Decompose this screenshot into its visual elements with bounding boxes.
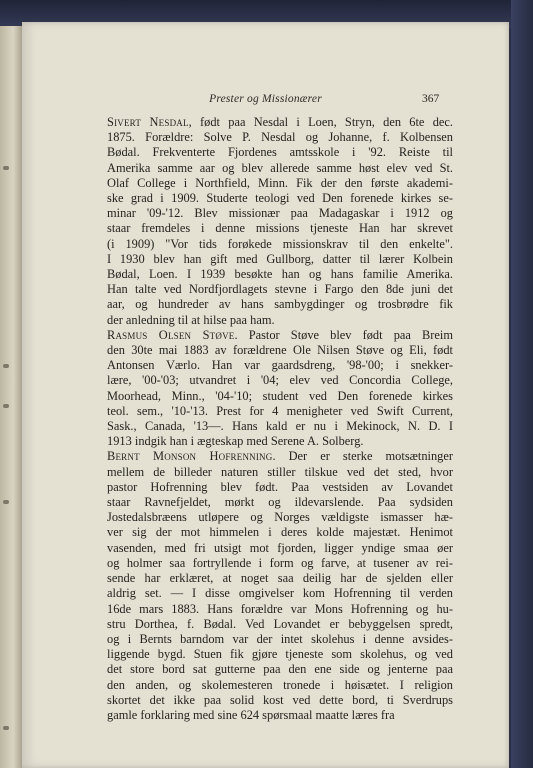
- biography-entry: [91, 449, 453, 723]
- biography-entry: [91, 115, 453, 328]
- margin-mark: [3, 364, 9, 368]
- text-line: [91, 115, 453, 130]
- text-line: ver sig der mot himmelen i deres kolde majestæt. Henimot: [107, 525, 453, 540]
- text-line: der anledning til at hilse paa ham.: [107, 312, 275, 327]
- margin-mark: [3, 166, 9, 170]
- text-line: lære, '00-'03; utvandret i '04; elev ved Concordia College,: [107, 373, 453, 388]
- entry-first-line-text: . Pastor Støve blev født paa Breim: [234, 327, 453, 342]
- book-cover-right-edge: [511, 0, 533, 768]
- text-line: (i 1909) "Vor tids forøkede missionskrav til den enkelte".: [107, 236, 453, 251]
- entry-name: Rasmus Olsen Støve: [107, 327, 235, 342]
- text-line: ske grad i 1909. Studerte teologi ved Den forenede kirkes se-: [107, 191, 453, 206]
- text-line: Antonsen Værlo. Han var gaardsdreng, '98-'00; i snekker-: [107, 358, 453, 373]
- margin-mark: [3, 726, 9, 730]
- page-body: [91, 115, 453, 723]
- entry-name: Sivert Nesdal: [107, 115, 189, 129]
- text-line: Olaf College i Northfield, Minn. Fik der den første akademi-: [107, 175, 453, 190]
- text-line: og holmer saa fortryllende i form og farve, at tusener av rei-: [107, 555, 453, 570]
- text-line: Jostedalsbræens utløpere og Norges vældigste ismasser hæ-: [107, 510, 453, 525]
- text-line: [91, 449, 453, 464]
- entry-name: Bernt Monson Hofrenning: [107, 449, 273, 464]
- text-line: pastor Hofrenning blev født. Paa vestsiden av Lovandet: [107, 479, 453, 494]
- text-line: mellem de billeder naturen stiller tilskue ved det sted, hvor: [107, 464, 453, 479]
- entry-first-line-text: . Der er sterke motsætninger: [272, 449, 453, 464]
- text-line: Moorhead, Minn., '04-'10; student ved Den forenede kirkes: [107, 388, 453, 403]
- text-line: I 1930 blev han gift med Gullborg, datter til lærer Kolbein: [107, 251, 453, 266]
- facing-page-edge: [0, 26, 22, 768]
- text-line: og i Bernts barndom var der intet skolehus i denne avsides-: [107, 631, 453, 646]
- text-line: Han talte ved Nordfjordlagets stevne i Fargo den 8de juni det: [107, 282, 453, 297]
- text-line: 1875. Forældre: Solve P. Nesdal og Johanne, f. Kolbensen: [107, 130, 453, 145]
- text-line: staar fremdeles i denne missions tjeneste Han har skrevet: [107, 221, 453, 236]
- text-line: vasenden, med fri utsigt mot fjorden, ligger yndige smaa øer: [107, 540, 453, 555]
- margin-mark: [3, 404, 9, 408]
- text-line: minar '09-'12. Blev missionær paa Madagaskar i 1912 og: [107, 206, 453, 221]
- text-line: sende har erklæret, at noget saa deilig har de sjelden eller: [107, 571, 453, 586]
- text-line: den 30te mai 1883 av forældrene Ole Nilsen Støve og Eli, født: [107, 343, 453, 358]
- text-line: [91, 328, 453, 343]
- text-line: Bødal, Loen. I 1939 besøkte han og hans familie Amerika.: [107, 267, 453, 282]
- text-line: stru Dorthea, f. Bødal. Ved Lovandet er bebyggelsen spredt,: [107, 616, 453, 631]
- text-line: 1913 indgik han i ægteskap med Serene A. Solberg.: [107, 434, 364, 449]
- text-line: staar Ravnefjeldet, mørkt og ildevarslende. Paa sydsiden: [107, 495, 453, 510]
- text-line: aldrig set. — I disse omgivelser kom Hofrenning til verden: [107, 586, 453, 601]
- text-line: liggende bygd. Stuen fik gjøre tjeneste som skolehus, og ved: [107, 647, 453, 662]
- margin-mark: [3, 500, 9, 504]
- text-line: det store bord sat gutterne paa den ene side og jenterne paa: [107, 662, 453, 677]
- text-line: Sask., Canada, '13—. Hans kald er nu i Mekinock, N. D. I: [107, 419, 453, 434]
- text-line: den anden, og skolemesteren tronede i høisætet. I religion: [107, 677, 453, 692]
- text-line: skortet det ikke paa solid kost ved dette bord, ti Sverdrups: [107, 692, 453, 707]
- running-title: Prester og Missionærer: [209, 93, 322, 105]
- biography-entry: [91, 328, 453, 450]
- text-line: Amerika samme aar og blev allerede samme høst elev ved St.: [107, 160, 453, 175]
- text-line: 16de mars 1883. Hans forældre var Mons Hofrenning og hu-: [107, 601, 453, 616]
- text-line: teol. sem., '10-'13. Prest for 4 menigheter ved Swift Current,: [107, 403, 453, 418]
- text-line: gamle forklaring med sine 624 spørsmaal maatte læres fra: [107, 707, 395, 722]
- text-line: Bødal. Frekventerte Fjordenes amtsskole i '92. Reiste til: [107, 145, 453, 160]
- entry-first-line-text: , født paa Nesdal i Loen, Stryn, den 6te dec.: [188, 115, 453, 129]
- page-header: [22, 93, 509, 109]
- book-page: [22, 22, 509, 768]
- text-line: aar, og hundreder av hans sambygdinger og trosbrødre fik: [107, 297, 453, 312]
- page-number: 367: [422, 93, 440, 105]
